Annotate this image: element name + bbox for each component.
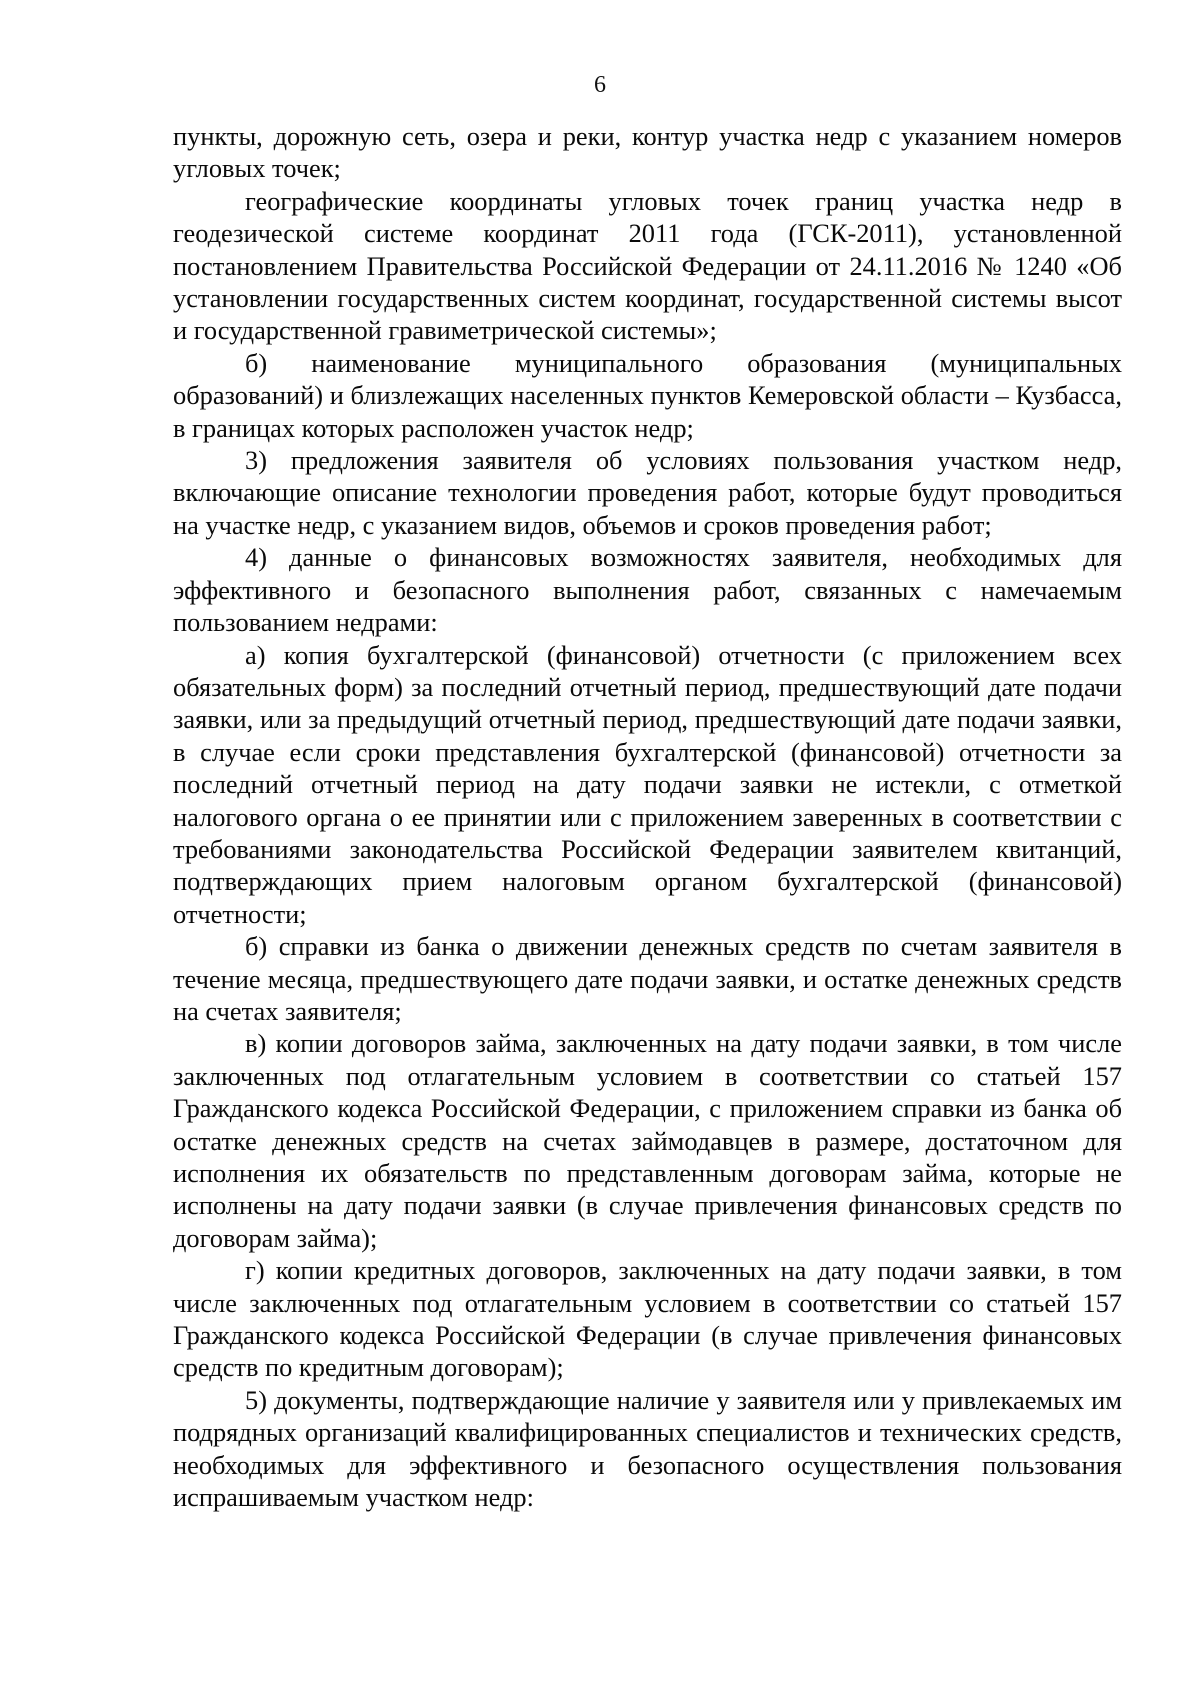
paragraph-usage-proposals: 3) предложения заявителя об условиях пользования участком недр, включающие описание технологии проведения работ, которые будут проводиться на участке недр, с указанием видов, объемов и сроков проведения работ; bbox=[173, 445, 1122, 540]
paragraph-accounting-report: а) копия бухгалтерской (финансовой) отчетности (с приложением всех обязательных форм) за последний отчетный период, предшествующий дате подачи заявки, или за предыдущий отчетный период, предшествующий дате подачи заявки, в случае если сроки представления бухгалтерской (финансовой) отчетности за последний отчетный период на дату подачи заявки не истекли, с отметкой налогового органа о ее принятии или с приложением заверенных в соответствии с требованиями законодательства Российской Федерации заявителем квитанций, подтверждающих прием налоговым органом бухгалтерской (финансовой) отчетности; bbox=[173, 639, 1122, 929]
paragraph-geographic-coordinates: географические координаты угловых точек границ участка недр в геодезической системе координат 2011 года (ГСК-2011), установленной постановлением Правительства Российской Федерации от 24.11.2016 № 1240 «Об установлении государственных систем координат, государственной системы высот и государственной гравиметрической системы»; bbox=[173, 185, 1122, 346]
paragraph-continuation: пункты, дорожную сеть, озера и реки, контур участка недр с указанием номеров угловых точек; bbox=[173, 121, 1122, 184]
document-body bbox=[173, 120, 1122, 1513]
paragraph-financial-capabilities: 4) данные о финансовых возможностях заявителя, необходимых для эффективного и безопасного выполнения работ, связанных с намечаемым пользованием недрами: bbox=[173, 542, 1122, 638]
page-number: 6 bbox=[594, 72, 606, 98]
paragraph-credit-agreements: г) копии кредитных договоров, заключенных на дату подачи заявки, в том числе заключенных под отлагательным условием в соответствии со статьей 157 Гражданского кодекса Российской Федерации (в случае привлечения финансовых средств по кредитным договорам); bbox=[173, 1255, 1122, 1383]
paragraph-qualified-specialists: 5) документы, подтверждающие наличие у заявителя или у привлекаемых им подрядных организаций квалифицированных специалистов и технических средств, необходимых для эффективного и безопасного осуществления пользования испрашиваемым участком недр: bbox=[173, 1384, 1122, 1513]
paragraph-bank-statements: б) справки из банка о движении денежных средств по счетам заявителя в течение месяца, предшествующего дате подачи заявки, и остатке денежных средств на счетах заявителя; bbox=[173, 931, 1122, 1026]
paragraph-loan-agreements: в) копии договоров займа, заключенных на дату подачи заявки, в том числе заключенных под отлагательным условием в соответствии со статьей 157 Гражданского кодекса Российской Федерации, с приложением справки из банка об остатке денежных средств на счетах займодавцев в размере, достаточном для исполнения их обязательств по представленным договорам займа, которые не исполнены на дату подачи заявки (в случае привлечения финансовых средств по договорам займа); bbox=[173, 1028, 1122, 1253]
paragraph-municipal-name: б) наименование муниципального образования (муниципальных образований) и близлежащих населенных пунктов Кемеровской области – Кузбасса, в границах которых расположен участок недр; bbox=[173, 347, 1122, 443]
